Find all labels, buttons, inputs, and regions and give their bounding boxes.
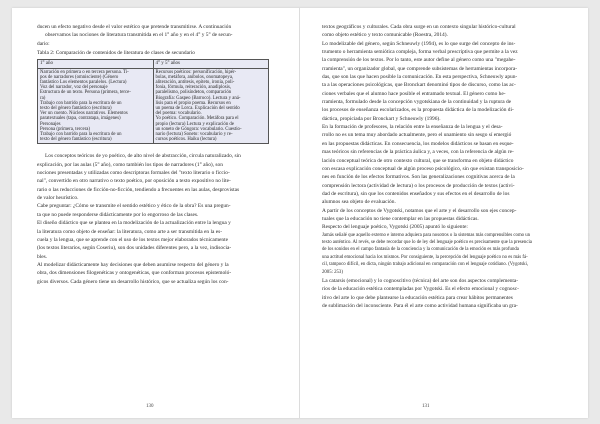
text-line: A partir de los conceptos de Vygotski, notamos que el arte y el desarrollo son ejes concep- <box>322 207 517 214</box>
text-line: como objeto estético y texto comunicable (Roestra, 2014). <box>322 32 448 39</box>
cell-line: propio (lectura) Lectura y explicación de <box>155 121 234 127</box>
right-page <box>322 23 562 403</box>
text-line: rios de la educación estética contempladas por Vygotski. Es el efecto emocional y cognosc- <box>322 286 519 293</box>
cell-line: un soneto de Góngora: vocabulario. Cuestio- <box>155 126 242 132</box>
cell-line: bolas, metáfora, aníbolos, onomatopeya, <box>155 74 234 80</box>
cell-line: Biografía: Gaspeo (Barroco). Lectura y aná- <box>155 95 241 101</box>
text-line: rramienta", un organizador global, que comprende subsistemas de herramientas incorpora- <box>322 65 518 72</box>
page-number-left: 130 <box>146 404 154 409</box>
body-paragraph <box>322 23 562 232</box>
cell-line: nario (lectura) Soneto: vocabulario y re- <box>155 132 233 138</box>
text-line: itivo del arte lo que debe plantearse la educación estética para crear hábitos permanentes <box>322 294 513 301</box>
text-line: dáctica, propiciada por Bronckart y Schneuwly (1996). <box>322 115 441 122</box>
text-line: nes en función de los efectos formativos. Son las generalizaciones cognitivas acerca de la <box>322 174 515 181</box>
page-divider <box>299 8 300 418</box>
text-line: nociones presentadas y utilizadas como descriptoras formales del "texto literario o ficcio- <box>37 170 230 177</box>
cell-line: aliteración, antítesis, epíteto, ironía, poli- <box>155 79 235 85</box>
cell-line: Estructura de un texto. Persona (primera, terce- <box>40 90 131 96</box>
text-line: ta a las operaciones psicológicas, que Bronckart denominó tipos de discurso, como las ac- <box>322 82 516 89</box>
cell-line: paralelismo, polisíndeton, comparación <box>155 90 232 96</box>
text-line: ciones verbales que el alumno hace posible el entramado textual. El género como he- <box>322 90 506 97</box>
cell-line: del poema: vocabulario. <box>155 111 202 117</box>
cell-line: Persona (primera, tercera) <box>40 126 90 132</box>
intro-paragraph <box>37 23 277 48</box>
text-line: Cabe preguntar: ¿Cómo se transmite el sentido estético y ético de la obra? Es una pregun- <box>37 203 231 210</box>
text-line: das, que son las que hacen posible la comunicación. En esta perspectiva, Schneuwly apun- <box>322 74 518 81</box>
table-cell-first-year <box>38 68 154 144</box>
text-line: Al modelizar didácticamente hay decisiones que deben asumirse respecto del género y la <box>37 261 229 268</box>
text-line: nal", convertido en otro narrativo o texto poético, por oposición a texto expositivo no lite- <box>37 178 231 185</box>
page-number-right: 131 <box>422 404 430 409</box>
cell-line: fonía, fórmula, reiteración, anadiplosis, <box>155 85 232 91</box>
table-header-fourth-fifth-year: 4° y 5° años <box>153 60 269 68</box>
text-line: Respecto del lenguaje poético, Vygotski (2005) apuntó lo siguiente: <box>322 224 468 231</box>
quote-line: cil, tampoco difícil, en dicta, ningún trabajo adicional en comparación con el lenguaje cotidiano. (Vygotski, <box>322 262 529 268</box>
text-line: La catarsis (emocional) y lo cognoscitivo (técnica) del arte son dos aspectos complementa- <box>322 278 519 285</box>
text-line: lación conceptual teórica de otro contexto cultural, que se transforma en objeto didáctico <box>322 157 514 164</box>
text-line: bles. <box>37 253 48 260</box>
quote-line: de los sonidos en el campo fantasía de la conciencia y la comunicación de la emoción es más profunda <box>322 247 519 253</box>
cell-line: pos de narradores (omnisciente) (Género <box>40 74 119 80</box>
quote-line: 2005: 253) <box>322 269 343 275</box>
body-paragraph <box>37 152 277 286</box>
table-caption: Tabla 2: Comparación de contenidos de literatura de clases de secundario <box>37 50 195 57</box>
text-line: Lo modelizable del género, según Schneuwly (1994), es lo que surge del concepto de ins- <box>322 40 516 47</box>
text-line: ta que no puede responderse didácticamente por lo engorroso de las clases. <box>37 211 199 218</box>
quote-line: una actitud emocional hacia los mismos. Por consiguiente, la percepción del lenguaje poético no es más fá- <box>322 254 528 260</box>
cell-line: ra) <box>40 95 46 101</box>
cell-line: texto del género fantástico (escritura) <box>40 137 112 143</box>
cell-line: Narración en primera o en tercera persona. Ti- <box>40 69 129 75</box>
cell-line: fantástico Los elementos paralelos. (Lectura) <box>40 79 127 85</box>
text-line: rrollo no es un tema muy abordado actualmente, pero el unamiento sin sesgo sí emergió <box>322 132 512 139</box>
text-line: dad de escritura), sin que los contenidos enseñados y sus efectos en el desarrollo de los <box>322 190 510 197</box>
text-line: alumnos sea objeto de evaluación. <box>322 199 396 206</box>
text-line: de sublimación del inconsciente. Para él el arte como actividad humana significaba un gra- <box>322 303 518 310</box>
text-line: textos geográficos y culturales. Cada obra surge en un contexto singular histórico-cultural <box>322 24 516 30</box>
text-line: trumento o herramienta semiótica compleja, forma verbal prescriptiva que permite a la vez <box>322 49 518 56</box>
text-line: con escasa explicación conceptual de algún proceso psicológico, sin que existan transposicio- <box>322 165 524 172</box>
block-quote <box>322 232 562 276</box>
text-line: los procesos de enseñanza escolarizados, es la propuesta didáctica de la modelización di- <box>322 107 514 114</box>
table-header-first-year: 1° año <box>38 60 154 68</box>
table-cell-fourth-fifth-year <box>153 68 269 144</box>
text-line: El diseño didáctico que se plantea en la modelización de la actualización entre la lengua y <box>37 220 231 227</box>
table-header-row <box>38 60 269 68</box>
text-line: dario: <box>37 40 50 47</box>
text-line: la comprensión de los textos. Por lo tanto, este autor define al género como una "megahe- <box>322 57 516 64</box>
cell-line: un poema de Lorca. Explicación del sentido <box>155 106 240 111</box>
text-line: (los textos literarios, según Coseriu), son dos unidades diferentes pero, a la vez, indisocia- <box>37 245 232 252</box>
text-line: rramienta, formulado desde la concepción vygotskiana de la continuidad y la ruptura de <box>322 99 512 106</box>
quote-line: Jamás señalé que aquello externo e interno adquiera para nosotros o la sistemas más comprensibles como un <box>322 232 531 238</box>
text-line: En la formación de profesores, la relación entre la enseñanza de la lengua y el desa- <box>322 124 503 131</box>
cell-line: cursos poéticos. Haiku (lectura) <box>155 137 217 143</box>
text-line: ducen un efecto negativo desde el valor estético que pretende transmitirse. A continuación <box>37 24 232 30</box>
cell-line: Yo poético. Comparación. Metáfora para el <box>155 116 239 122</box>
comparison-table <box>37 59 269 144</box>
cell-line: Trabajo con barrido para la escritura de un <box>40 132 122 138</box>
cell-line: paratextuales (tapa, contratapa, imágenes) <box>40 116 121 122</box>
cell-line: Trabajo con barrido para la escritura de un <box>40 100 122 106</box>
cell-line: Personajes <box>40 121 61 127</box>
text-line: la literatura como objeto de enseñar: la literatura, como arte a ser transmitida en la es- <box>37 228 222 235</box>
text-line: tuales que la educación no tiene contemplar en las propuestas didácticas. <box>322 215 479 222</box>
cell-line: Recursos poéticos: personificación, hipér- <box>155 69 237 75</box>
text-line: cuela y la lengua, que se aprende con el uso de los textos mejor elaborados técnicamente <box>37 236 228 243</box>
text-line: observamos las nociones de literatura transmitida en el 1° año y en el 4° y 5° de secun- <box>45 32 233 39</box>
cell-line: Voz del narrador, voz del personaje <box>40 85 108 91</box>
text-line: gicos diversos. Cada género tiene un desarrollo histórico, que se actualiza según los con- <box>37 278 229 285</box>
cell-line: texto del género fantástico (escritura) <box>40 106 112 111</box>
text-line: explicación, por las aulas (5° año), como también los tipos de narradores (1° año), son <box>37 161 223 168</box>
text-line: de valor heurístico. <box>37 195 79 202</box>
text-line: mas teóricos sin referencias de la práctica áulica y, a veces, con la referencia de algún re- <box>322 149 514 156</box>
left-page <box>37 23 277 403</box>
quote-line: texto auténtico. Al revés, se debe recordar que lo de ley del lenguaje poético es precisamente que la presencia <box>322 240 532 245</box>
cell-line: lisis para el propio poema. Recursos en <box>155 100 231 106</box>
text-line: comprensión lectora (actividad de lectura) o los procesos de producción de textos (activi- <box>322 182 515 189</box>
text-line: rario o las reducciones de ficción-no-ficción, tendiendo a frecuentes en las aulas, desprovistas <box>37 186 240 193</box>
text-line: obra, dos dimensiones filogenéticas y ontogenéticas, que conforman procesos epistemoló- <box>37 270 232 277</box>
closing-paragraph <box>322 277 562 310</box>
cell-line: Ver un cuento. Núcleos narrativos. Elementos <box>40 111 128 117</box>
table-row <box>38 68 269 144</box>
text-line: Los conceptos teóricos de yo poético, de alto nivel de abstracción, circula naturalizado, sin <box>45 153 241 160</box>
text-line: en las propuestas didácticas. En consecuencia, los modelos didácticos se basan en esque- <box>322 140 514 147</box>
